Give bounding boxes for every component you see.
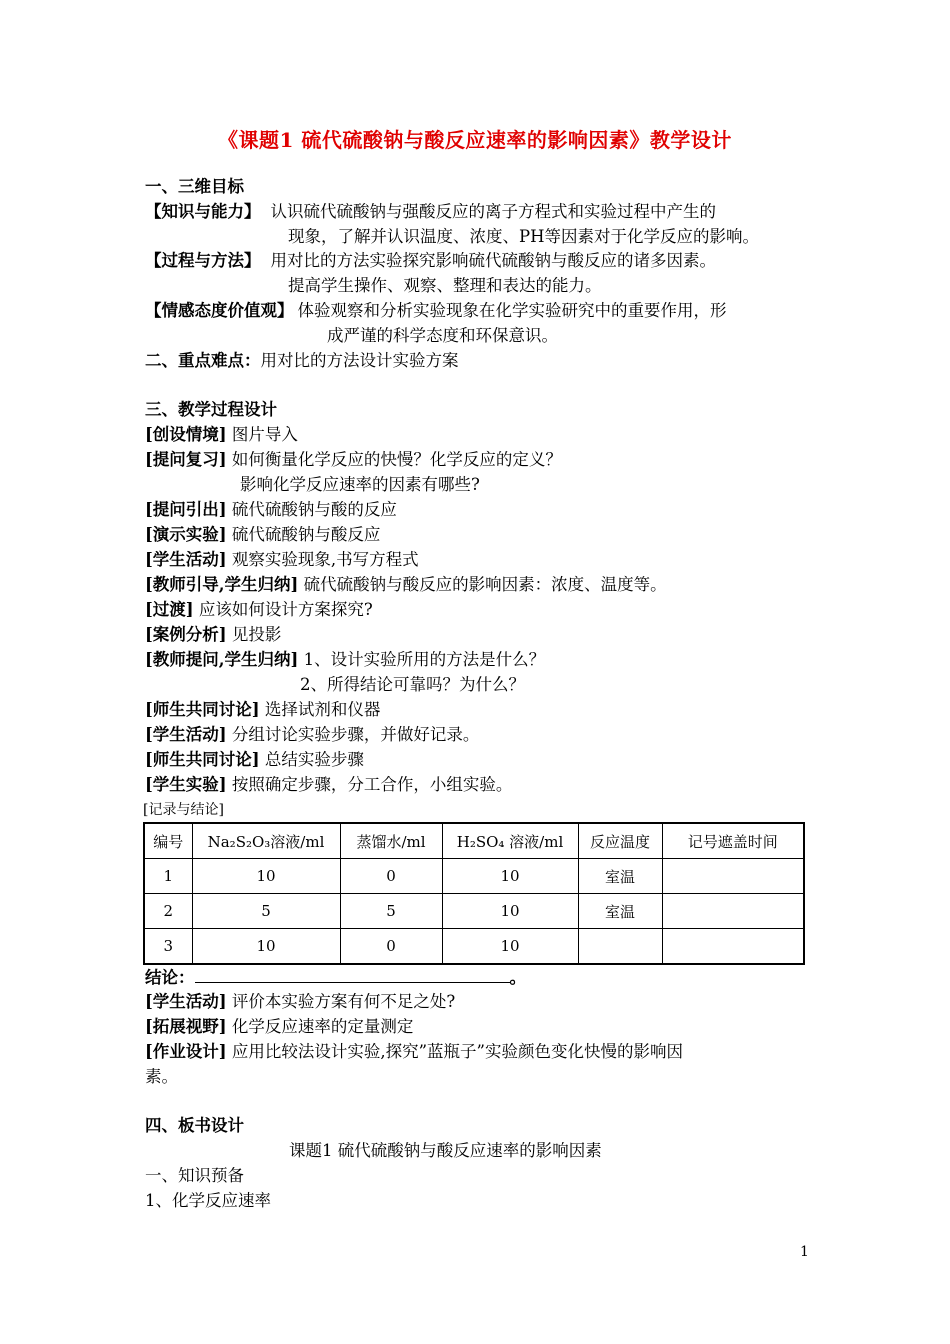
item-label: [师生共同讨论] <box>145 700 260 719</box>
table-cell: 室温 <box>578 894 662 929</box>
conclusion-blank <box>195 966 510 983</box>
header-cell: 记号遮盖时间 <box>662 823 804 859</box>
table-cell: 5 <box>340 894 442 929</box>
item-text: 硫代硫酸钠与酸反应 <box>231 525 381 544</box>
process-item <box>145 649 545 671</box>
process-item <box>145 449 562 471</box>
knowledge-text-1: 认识硫代硫酸钠与强酸反应的离子方程式和实验过程中产生的 <box>270 202 716 221</box>
table-cell: 0 <box>340 929 442 965</box>
conclusion-label: 结论： <box>145 968 195 987</box>
item-label: [学生活动] <box>145 992 227 1011</box>
section-2-heading: 二、重点难点： <box>145 351 261 370</box>
header-cell: Na₂S₂O₃溶液/ml <box>192 823 340 859</box>
item-text: 图片导入 <box>231 425 298 444</box>
process-item <box>145 624 281 646</box>
table-cell: 室温 <box>578 859 662 894</box>
item-label: [提问引出] <box>145 500 227 519</box>
item-text: 总结实验步骤 <box>264 750 364 769</box>
conclusion-line <box>145 966 526 989</box>
process-item <box>145 774 512 796</box>
item-text: 按照确定步骤，分工合作，小组实验。 <box>231 775 513 794</box>
header-cell: H₂SO₄ 溶液/ml <box>442 823 578 859</box>
board-line-1: 一、知识预备 <box>145 1166 244 1185</box>
table-cell: 3 <box>144 929 192 965</box>
process-item <box>145 424 298 446</box>
item-label: [学生实验] <box>145 775 227 794</box>
knowledge-text-2: 现象，了解并认识温度、浓度、PH等因素对于化学反应的影响。 <box>288 227 759 246</box>
table-cell: 1 <box>144 859 192 894</box>
process-item-continuation: 影响化学反应速率的因素有哪些? <box>240 475 480 494</box>
document-title: 《课题1 硫代硫酸钠与酸反应速率的影响因素》教学设计 <box>218 128 732 152</box>
process-item <box>145 1041 683 1063</box>
section-2-text: 用对比的方法设计实验方案 <box>260 351 459 370</box>
table-cell: 10 <box>442 859 578 894</box>
item-text: 1、设计实验所用的方法是什么？ <box>303 650 546 669</box>
item-label: [案例分析] <box>145 625 227 644</box>
process-text-1: 用对比的方法实验探究影响硫代硫酸钠与酸反应的诸多因素。 <box>270 251 716 270</box>
process-item <box>145 724 479 746</box>
process-item <box>145 749 364 771</box>
item-text: 见投影 <box>231 625 282 644</box>
item-label: [教师提问,学生归纳] <box>145 650 299 669</box>
conclusion-end: 。 <box>509 968 526 987</box>
process-label: 【过程与方法】 <box>145 251 261 270</box>
item-text: 应该如何设计方案探究? <box>198 600 373 619</box>
process-item-continuation: 2、所得结论可靠吗？为什么？ <box>300 675 525 694</box>
record-label: [记录与结论] <box>143 802 224 818</box>
knowledge-line <box>145 201 716 223</box>
process-item <box>145 574 667 596</box>
table-cell <box>662 894 804 929</box>
page-number: 1 <box>800 1244 809 1260</box>
process-item <box>145 1016 413 1038</box>
process-item <box>145 549 419 571</box>
table-row <box>144 929 804 965</box>
emotion-line <box>145 300 727 322</box>
section-4-heading: 四、板书设计 <box>145 1116 244 1135</box>
section-1-heading: 一、三维目标 <box>145 177 244 196</box>
item-text: 选择试剂和仪器 <box>264 700 381 719</box>
knowledge-label: 【知识与能力】 <box>145 202 261 221</box>
item-text: 化学反应速率的定量测定 <box>231 1017 414 1036</box>
emotion-label: 【情感态度价值观】 <box>145 301 294 320</box>
item-label: [作业设计] <box>145 1042 227 1061</box>
section-2-line <box>145 350 459 372</box>
item-label: [过渡] <box>145 600 194 619</box>
process-item-continuation: 素。 <box>145 1067 178 1086</box>
header-cell: 编号 <box>144 823 192 859</box>
table-cell: 10 <box>192 859 340 894</box>
table-cell: 10 <box>442 894 578 929</box>
item-label: [学生活动] <box>145 725 227 744</box>
process-item <box>145 599 373 621</box>
table-cell: 2 <box>144 894 192 929</box>
item-label: [教师引导,学生归纳] <box>145 575 299 594</box>
process-line <box>145 250 716 272</box>
item-label: [拓展视野] <box>145 1017 227 1036</box>
item-text: 如何衡量化学反应的快慢？化学反应的定义？ <box>231 450 562 469</box>
item-text: 硫代硫酸钠与酸的反应 <box>231 500 397 519</box>
table-header-row <box>144 823 804 859</box>
item-text: 观察实验现象,书写方程式 <box>231 550 419 569</box>
table-row <box>144 859 804 894</box>
item-label: [演示实验] <box>145 525 227 544</box>
process-item <box>145 699 380 721</box>
process-item <box>145 524 380 546</box>
table-cell <box>578 929 662 965</box>
table-cell: 0 <box>340 859 442 894</box>
table-cell: 5 <box>192 894 340 929</box>
table-row <box>144 894 804 929</box>
item-label: [师生共同讨论] <box>145 750 260 769</box>
process-item <box>145 499 397 521</box>
process-text-2: 提高学生操作、观察、整理和表达的能力。 <box>288 276 602 295</box>
item-label: [提问复习] <box>145 450 227 469</box>
emotion-text-2: 成严谨的科学态度和环保意识。 <box>327 326 558 345</box>
item-label: [创设情境] <box>145 425 227 444</box>
process-item <box>145 991 455 1013</box>
item-text: 应用比较法设计实验,探究”蓝瓶子”实验颜色变化快慢的影响因 <box>231 1042 683 1061</box>
record-table <box>143 822 805 965</box>
item-text: 分组讨论实验步骤，并做好记录。 <box>231 725 480 744</box>
board-title: 课题1 硫代硫酸钠与酸反应速率的影响因素 <box>289 1141 602 1160</box>
item-label: [学生活动] <box>145 550 227 569</box>
header-cell: 反应温度 <box>578 823 662 859</box>
emotion-text-1: 体验观察和分析实验现象在化学实验研究中的重要作用，形 <box>297 301 727 320</box>
item-text: 硫代硫酸钠与酸反应的影响因素：浓度、温度等。 <box>303 575 667 594</box>
table-cell <box>662 929 804 965</box>
table-cell: 10 <box>192 929 340 965</box>
item-text: 评价本实验方案有何不足之处? <box>231 992 456 1011</box>
section-3-heading: 三、教学过程设计 <box>145 400 277 419</box>
header-cell: 蒸馏水/ml <box>340 823 442 859</box>
table-cell <box>662 859 804 894</box>
board-line-2: 1、化学反应速率 <box>145 1191 271 1210</box>
table-cell: 10 <box>442 929 578 965</box>
